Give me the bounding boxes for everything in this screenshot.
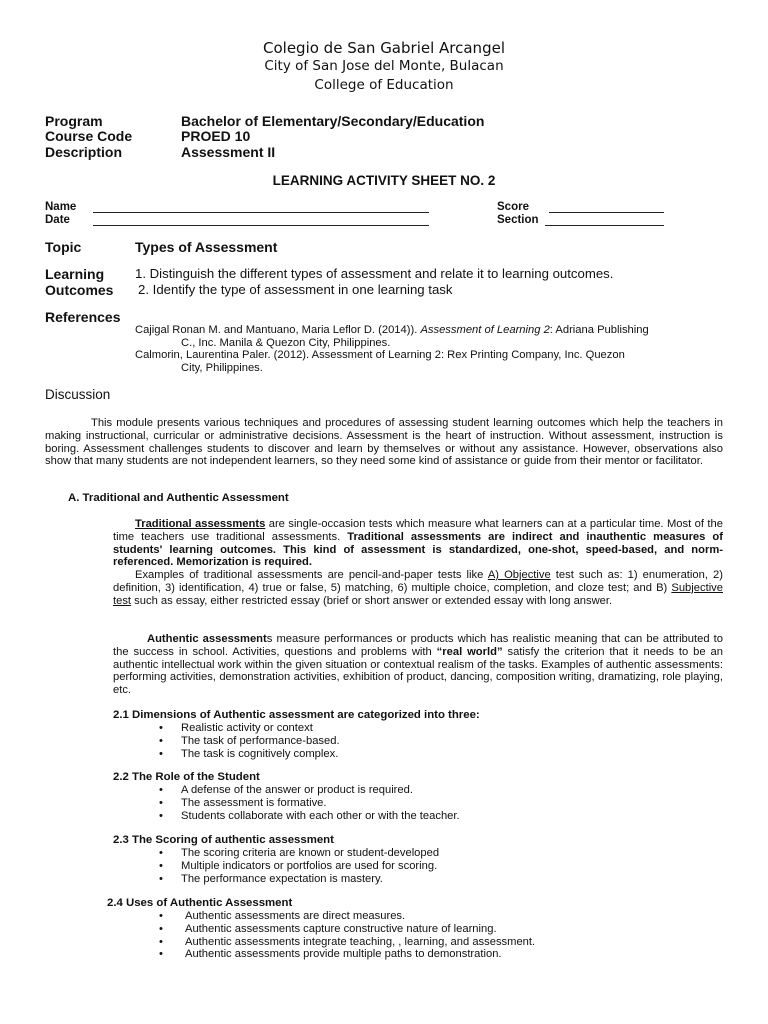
school-name: Colegio de San Gabriel Arcangel xyxy=(263,39,505,57)
college-name: College of Education xyxy=(314,77,454,93)
program-value: Bachelor of Elementary/Secondary/Education xyxy=(181,113,485,129)
subsection-2-1-heading: 2.1 Dimensions of Authentic assessment are categorized into three: xyxy=(113,709,480,721)
reference-1: Cajigal Ronan M. and Mantuano, Maria Leflor D. (2014)). Assessment of Learning 2: Adriana Publishing xyxy=(135,324,649,336)
list-item: • Authentic assessments provide multiple paths to demonstration. xyxy=(159,948,535,961)
subsection-2-3-list xyxy=(159,847,439,885)
topic-value: Types of Assessment xyxy=(135,239,278,255)
reference-2-cont: City, Philippines. xyxy=(181,362,263,374)
subsection-2-2-list xyxy=(159,784,460,822)
traditional-examples: Examples of traditional assessments are pencil-and-paper tests like A) Objective test such as: 1) enumeration, 2) definition, 3) identification, 4) true or false, 5) matching, 6) multiple choice, completion, and cloze test; and B) Subjective test such as essay, either restricted essay (brief or short answer or extended essay with long answer. xyxy=(113,569,723,607)
outcome-item-1: 1. Distinguish the different types of assessment and relate it to learning outcomes. xyxy=(135,266,614,281)
name-label: Name xyxy=(45,201,77,213)
discussion-intro: This module presents various techniques and procedures of assessing student learning outcomes which help the teachers in making instructional, curricular or administrative decisions. Assessment is the heart of instruction. Without assessment, instruction is boring. Assessment challenges students to discover and learn by themselves or without any assistance. However, observations also show that many students are not independent learners, so they need some kind of assistance or guide from their mentor or facilitator. xyxy=(45,417,723,468)
list-item: • The task is cognitively complex. xyxy=(159,748,340,761)
subsection-2-3-heading: 2.3 The Scoring of authentic assessment xyxy=(113,834,334,846)
name-field[interactable] xyxy=(93,200,429,213)
subsection-2-4-heading: 2.4 Uses of Authentic Assessment xyxy=(107,897,293,909)
date-label: Date xyxy=(45,214,70,226)
list-item: • Multiple indicators or portfolios are used for scoring. xyxy=(159,860,439,873)
reference-1-cont: C., Inc. Manila & Quezon City, Philippines. xyxy=(181,337,391,349)
list-item: • The performance expectation is mastery. xyxy=(159,873,439,886)
outcomes-label-1: Learning xyxy=(45,266,105,282)
list-item: • Realistic activity or context xyxy=(159,722,340,735)
traditional-paragraph: Traditional assessments are single-occasion tests which measure what learners can at a particular time. Most of the time teachers use traditional assessments. Traditional assessments are indirect and inauthentic measures of students' learning outcomes. This kind of assessment is standardized, one-shot, speed-based, and norm-referenced. Memorization is required. xyxy=(113,518,723,569)
outcomes-label-2: Outcomes xyxy=(45,282,114,298)
subsection-2-4-list xyxy=(159,910,535,961)
section-label: Section xyxy=(497,214,539,226)
list-item: • Authentic assessments capture constructive nature of learning. xyxy=(159,923,535,936)
subsection-2-1-list xyxy=(159,722,340,760)
authentic-paragraph: Authentic assessments measure performances or products which has realistic meaning that can be attributed to the success in school. Activities, questions and problems with “real world” satisfy the criterion that it needs to be an authentic intellectual work within the given situation or contextual realism of the tasks. Examples of authentic assessments: performing activities, demonstration activities, exhibition of product, dancing, composition writing, dramatizing, role playing, etc. xyxy=(113,633,723,697)
sheet-title: LEARNING ACTIVITY SHEET NO. 2 xyxy=(272,173,496,188)
reference-2: Calmorin, Laurentina Paler. (2012). Assessment of Learning 2: Rex Printing Company, Inc. Quezon xyxy=(135,349,625,361)
references-label: References xyxy=(45,309,121,325)
list-item: • The task of performance-based. xyxy=(159,735,340,748)
score-label: Score xyxy=(497,201,529,213)
list-item: • Students collaborate with each other or with the teacher. xyxy=(159,810,460,823)
list-item: • Authentic assessments integrate teaching, , learning, and assessment. xyxy=(159,936,535,949)
course-code-value: PROED 10 xyxy=(181,128,251,144)
section-a-heading: A. Traditional and Authentic Assessment xyxy=(68,492,289,504)
score-field[interactable] xyxy=(549,200,664,213)
description-value: Assessment II xyxy=(181,144,276,160)
description-label: Description xyxy=(45,144,123,160)
list-item: • The assessment is formative. xyxy=(159,797,460,810)
list-item: • Authentic assessments are direct measures. xyxy=(159,910,535,923)
discussion-label: Discussion xyxy=(45,387,111,402)
program-label: Program xyxy=(45,113,103,129)
outcome-item-2: 2. Identify the type of assessment in one learning task xyxy=(138,282,453,297)
list-item: • The scoring criteria are known or student-developed xyxy=(159,847,439,860)
topic-label: Topic xyxy=(45,239,82,255)
course-code-label: Course Code xyxy=(45,128,133,144)
school-city: City of San Jose del Monte, Bulacan xyxy=(264,58,504,74)
section-field[interactable] xyxy=(545,213,664,226)
subsection-2-2-heading: 2.2 The Role of the Student xyxy=(113,771,260,783)
date-field[interactable] xyxy=(93,213,429,226)
list-item: • A defense of the answer or product is required. xyxy=(159,784,460,797)
